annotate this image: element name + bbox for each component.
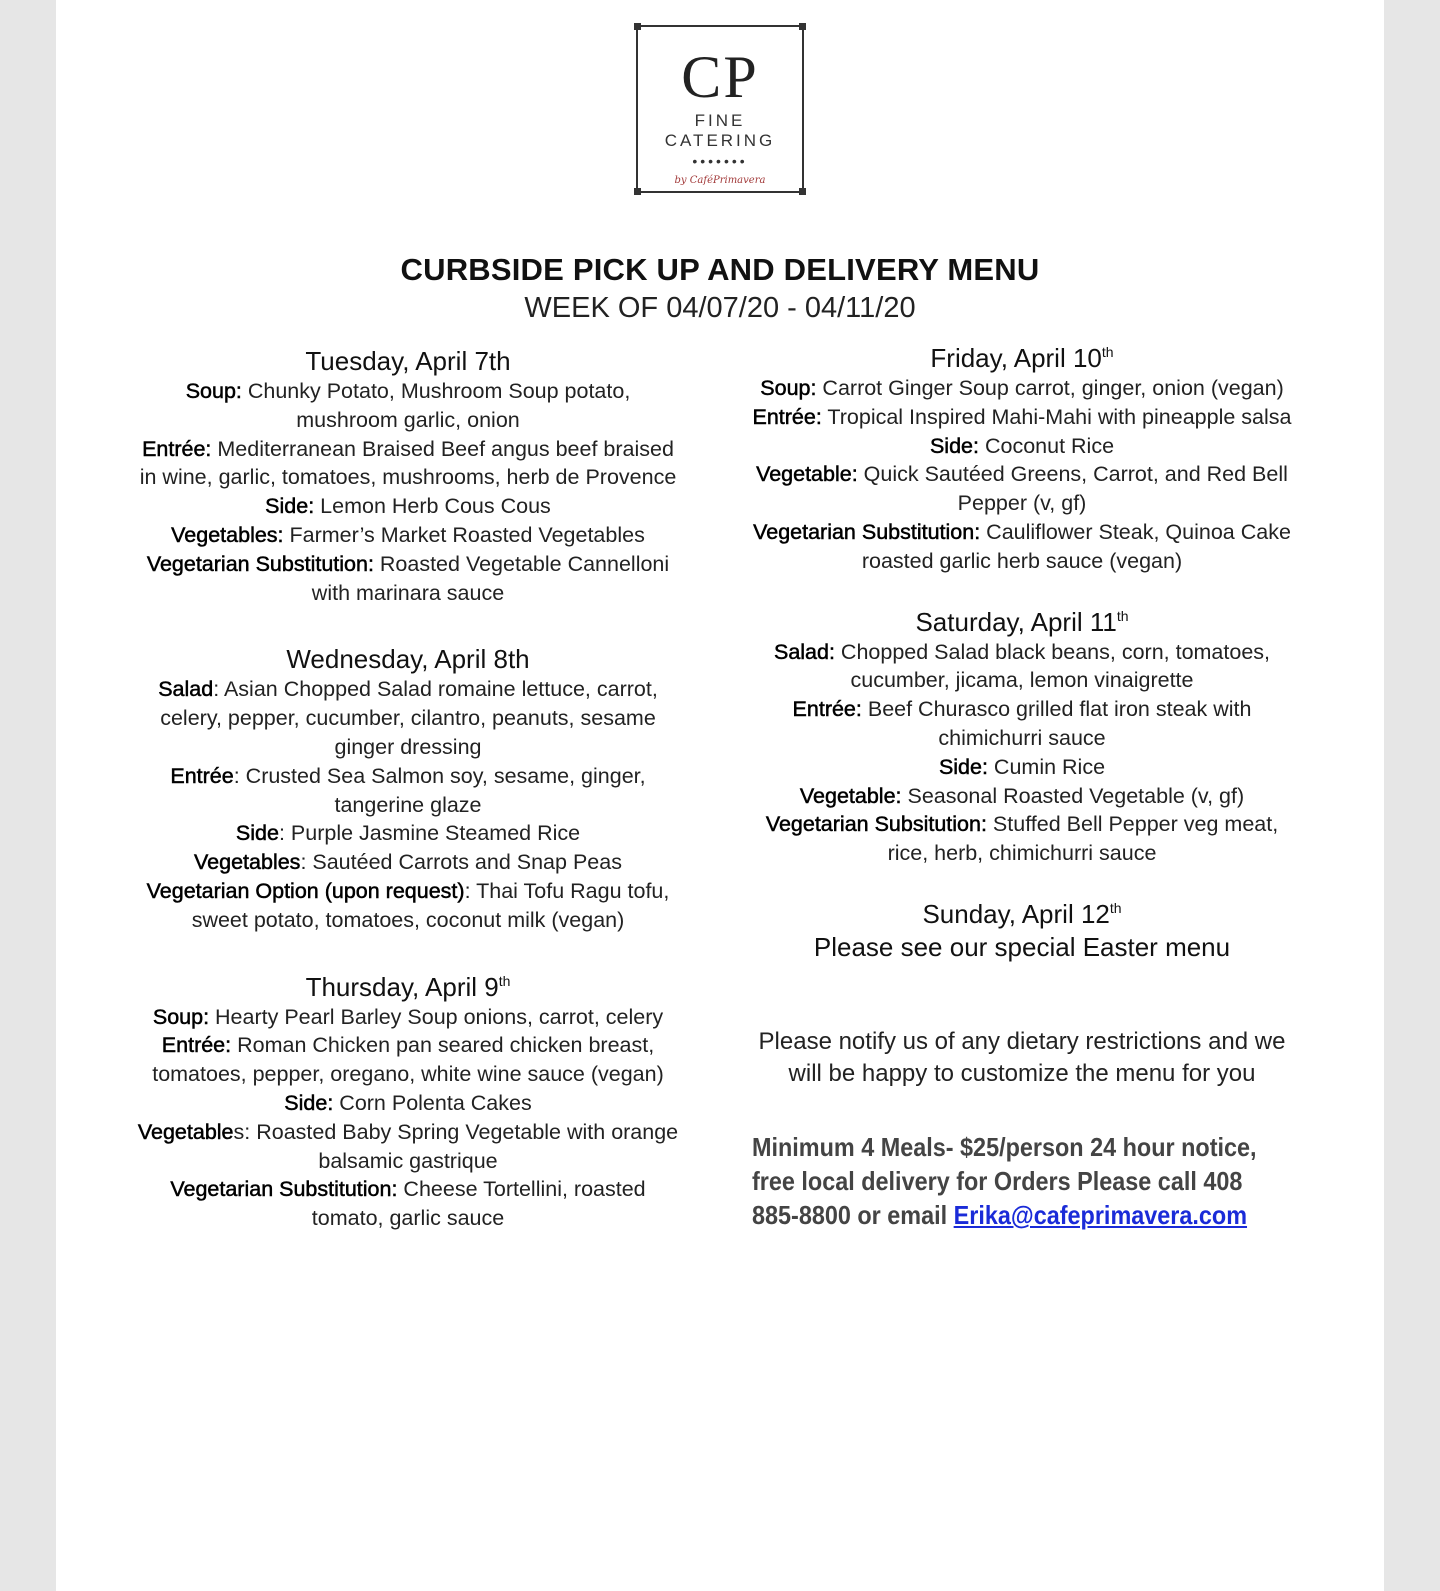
order-info: Minimum 4 Meals- $25/person 24 hour notice, free local delivery for Orders Please call 408 885-8800 or email Erika@cafeprimavera.com xyxy=(752,1131,1257,1230)
menu-line xyxy=(132,762,684,820)
logo-tagline: FINE CATERING xyxy=(664,111,776,150)
menu-line xyxy=(132,1003,684,1032)
right-column xyxy=(752,342,1292,1232)
menu-line xyxy=(132,819,684,848)
day-thursday xyxy=(132,971,684,1233)
menu-item-text: Carrot Ginger Soup carrot, ginger, onion (vegan) xyxy=(816,376,1284,400)
menu-item-text: Hearty Pearl Barley Soup onions, carrot, celery xyxy=(209,1004,664,1029)
day-tuesday xyxy=(132,345,684,607)
menu-line xyxy=(132,877,684,935)
menu-label: Side: xyxy=(265,494,315,519)
menu-label: Vegetarian Substitution: xyxy=(753,519,981,544)
menu-item-text: s: Roasted Baby Spring Vegetable with orange balsamic gastrique xyxy=(233,1119,679,1173)
menu-week: WEEK OF 04/07/20 - 04/11/20 xyxy=(524,292,916,324)
left-column xyxy=(132,345,684,1269)
menu-line xyxy=(752,638,1292,696)
menu-label: Vegetarian Subsitution: xyxy=(765,812,987,837)
menu-line xyxy=(132,550,684,608)
menu-item-text: : Asian Chopped Salad romaine lettuce, carrot, celery, pepper, cucumber, cilantro, peanuts, sesame ginger dressing xyxy=(160,677,658,759)
menu-item-text: Mediterranean Braised Beef angus beef braised in wine, garlic, tomatoes, mushrooms, herb de Provence xyxy=(139,436,677,490)
menu-item-text: Farmer’s Market Roasted Vegetables xyxy=(283,522,645,547)
day-title: Sunday, April 12th xyxy=(922,898,1122,929)
easter-menu-note: Please see our special Easter menu xyxy=(813,931,1231,962)
menu-line xyxy=(132,848,684,877)
menu-item-text: Cauliflower Steak, Quinoa Cake roasted garlic herb sauce (vegan) xyxy=(861,519,1291,573)
menu-line xyxy=(132,1118,684,1176)
menu-line xyxy=(132,1089,684,1118)
menu-label: Entrée: xyxy=(792,697,862,722)
menu-line xyxy=(752,782,1292,811)
menu-line xyxy=(752,403,1292,432)
menu-line xyxy=(132,1031,684,1089)
menu-line xyxy=(132,435,684,493)
ordinal-suffix: th xyxy=(1101,344,1114,360)
menu-item-text: : Purple Jasmine Steamed Rice xyxy=(278,821,581,846)
menu-line xyxy=(132,492,684,521)
menu-item-text: Beef Churasco grilled flat iron steak with chimichurri sauce xyxy=(861,697,1252,750)
logo-mark: CP xyxy=(681,44,759,110)
menu-label: Vegetarian Option (upon request) xyxy=(146,878,465,903)
menu-line xyxy=(132,521,684,550)
menu-line xyxy=(132,1175,684,1233)
menu-item-text: Tropical Inspired Mahi-Mahi with pineapple salsa xyxy=(821,404,1292,429)
menu-line xyxy=(752,374,1292,403)
email-link[interactable]: Erika@cafeprimavera.com xyxy=(953,1199,1248,1230)
menu-item-text: : Crusted Sea Salmon soy, sesame, ginger, tangerine glaze xyxy=(233,763,646,817)
menu-label: Entrée xyxy=(170,763,234,788)
menu-item-text: Coconut Rice xyxy=(978,433,1115,458)
ordinal-suffix: th xyxy=(498,972,511,989)
cp-fine-catering-logo xyxy=(636,25,804,193)
day-title: Wednesday, April 8th xyxy=(286,644,530,675)
menu-label: Soup: xyxy=(152,1004,210,1029)
menu-item-text: Seasonal Roasted Vegetable (v, gf) xyxy=(901,783,1245,808)
menu-line xyxy=(752,810,1292,868)
menu-item-text: Chopped Salad black beans, corn, tomatoes, cucumber, jicama, lemon vinaigrette xyxy=(834,639,1271,693)
menu-item-text: Stuffed Bell Pepper veg meat, rice, herb, chimichurri sauce xyxy=(887,812,1279,866)
menu-label: Vegetables xyxy=(194,850,301,875)
day-friday xyxy=(752,342,1292,576)
menu-title: CURBSIDE PICK UP AND DELIVERY MENU xyxy=(400,252,1040,287)
menu-item-text: Quick Sautéed Greens, Carrot, and Red Bell Pepper (v, gf) xyxy=(857,462,1288,516)
menu-item-text: Lemon Herb Cous Cous xyxy=(314,494,551,519)
day-wednesday xyxy=(132,643,684,934)
menu-label: Vegetarian Substitution: xyxy=(146,551,374,576)
menu-label: Salad: xyxy=(773,639,835,664)
logo-dots: ••••••• xyxy=(692,153,748,169)
ordinal-suffix: th xyxy=(1116,607,1129,624)
menu-item-text: Chunky Potato, Mushroom Soup potato, mushroom garlic, onion xyxy=(241,379,631,432)
menu-label: Vegetarian Substitution: xyxy=(170,1177,398,1202)
day-title: Thursday, April 9th xyxy=(305,971,511,1002)
day-title: Tuesday, April 7th xyxy=(305,346,511,376)
menu-line xyxy=(752,432,1292,461)
menu-item-text: Cumin Rice xyxy=(987,754,1106,779)
menu-label: Vegetable: xyxy=(756,462,858,487)
menu-item-text: Roasted Vegetable Cannelloni with marinara sauce xyxy=(311,551,670,605)
menu-label: Soup: xyxy=(760,376,817,400)
menu-label: Soup: xyxy=(185,379,242,403)
dietary-notice: Please notify us of any dietary restrictions and we will be happy to customize the menu for you xyxy=(758,1027,1286,1087)
menu-label: Side: xyxy=(929,433,979,458)
menu-label: Side: xyxy=(938,754,988,779)
menu-label: Side: xyxy=(284,1090,334,1115)
menu-line xyxy=(752,753,1292,782)
menu-label: Entrée: xyxy=(142,436,212,461)
logo-signature: by CaféPrimavera xyxy=(674,175,766,186)
menu-line xyxy=(752,518,1292,576)
day-title: Saturday, April 11th xyxy=(915,606,1129,637)
menu-item-text: : Sautéed Carrots and Snap Peas xyxy=(300,850,622,875)
menu-item-text: Cheese Tortellini, roasted tomato, garlic sauce xyxy=(311,1177,646,1231)
menu-line xyxy=(752,460,1292,518)
menu-line xyxy=(132,675,684,761)
menu-label: Vegetable xyxy=(137,1119,234,1144)
day-sunday xyxy=(752,898,1292,964)
menu-label: Side xyxy=(235,821,279,846)
menu-label: Entrée: xyxy=(161,1033,232,1058)
menu-label: Vegetable: xyxy=(799,783,902,808)
menu-label: Vegetables: xyxy=(171,522,284,547)
day-saturday xyxy=(752,606,1292,868)
day-title: Friday, April 10th xyxy=(930,343,1114,373)
menu-line xyxy=(132,377,684,435)
menu-line xyxy=(752,695,1292,753)
menu-item-text: : Thai Tofu Ragu tofu, sweet potato, tomatoes, coconut milk (vegan) xyxy=(191,878,670,932)
menu-label: Entrée: xyxy=(752,404,822,429)
menu-label: Salad xyxy=(158,677,214,702)
menu-item-text: Roman Chicken pan seared chicken breast, tomatoes, pepper, oregano, white wine sauce (vegan) xyxy=(152,1033,664,1087)
menu-item-text: Corn Polenta Cakes xyxy=(333,1090,532,1115)
ordinal-suffix: th xyxy=(1109,899,1122,916)
